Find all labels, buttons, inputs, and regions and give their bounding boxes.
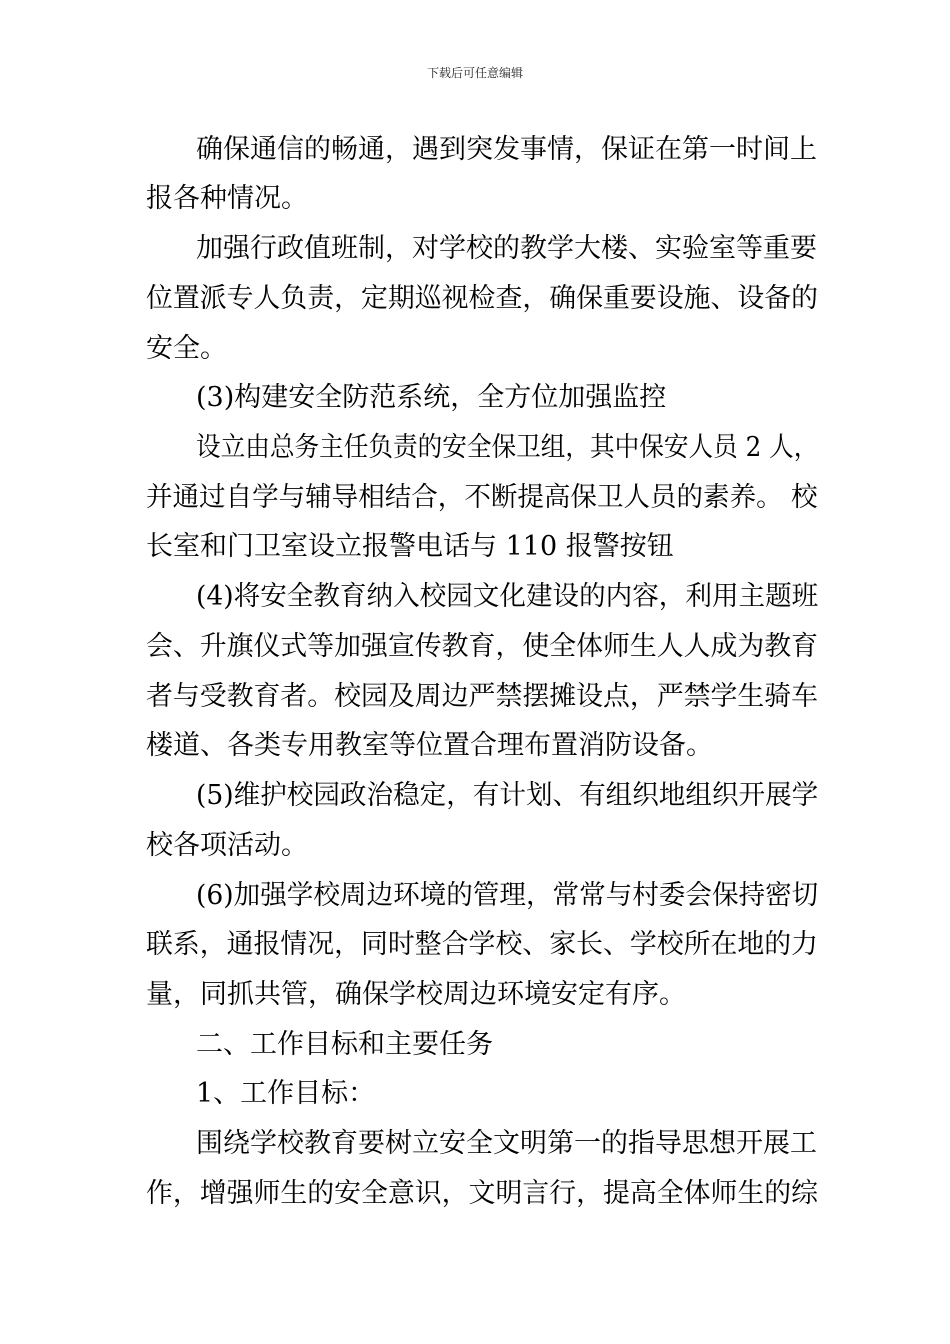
text-line: 确保通信的畅通，遇到突发事情，保证在第一时间上	[196, 134, 817, 165]
text-line: 会、升旗仪式等加强宣传教育，使全体师生人人成为教育	[146, 631, 818, 662]
page-header: 下载后可任意编辑	[426, 66, 523, 80]
section-heading: (4)将安全教育纳入校园文化建设的内容，利用主题班	[196, 581, 819, 612]
text-line: 者与受教育者。校园及周边严禁摆摊设点，严禁学生骑车	[146, 681, 818, 712]
text-line: 并通过自学与辅导相结合，不断提高保卫人员的素养。 校	[146, 482, 818, 513]
text-line: 报各种情况。	[146, 183, 308, 214]
section-heading: (5)维护校园政治稳定，有计划、有组织地组织开展学	[196, 780, 819, 811]
text-line: 围绕学校教育要树立安全文明第一的指导思想开展工	[196, 1128, 817, 1159]
text-line: 联系，通报情况，同时整合学校、家长、学校所在地的力	[146, 929, 818, 960]
text-line: 校各项活动。	[146, 830, 308, 861]
section-heading: 二、工作目标和主要任务	[196, 1029, 493, 1060]
text-line: 长室和门卫室设立报警电话与 110 报警按钮	[146, 531, 674, 562]
section-heading: (3)构建安全防范系统，全方位加强监控	[196, 382, 667, 413]
section-heading: (6)加强学校周边环境的管理，常常与村委会保持密切	[196, 880, 819, 911]
text-line: 位置派专人负责，定期巡视检查，确保重要设施、设备的	[146, 283, 818, 314]
text-line: 量，同抓共管，确保学校周边环境安定有序。	[146, 979, 686, 1010]
text-line: 楼道、各类专用教室等位置合理布置消防设备。	[146, 730, 713, 761]
text-line: 设立由总务主任负责的安全保卫组，其中保安人员 2 人，	[196, 432, 819, 463]
text-line: 加强行政值班制，对学校的教学大楼、实验室等重要	[196, 233, 817, 264]
subsection-heading: 1、工作目标：	[196, 1078, 376, 1109]
text-line: 作，增强师生的安全意识，文明言行，提高全体师生的综	[146, 1178, 818, 1209]
text-line: 安全。	[146, 333, 227, 364]
